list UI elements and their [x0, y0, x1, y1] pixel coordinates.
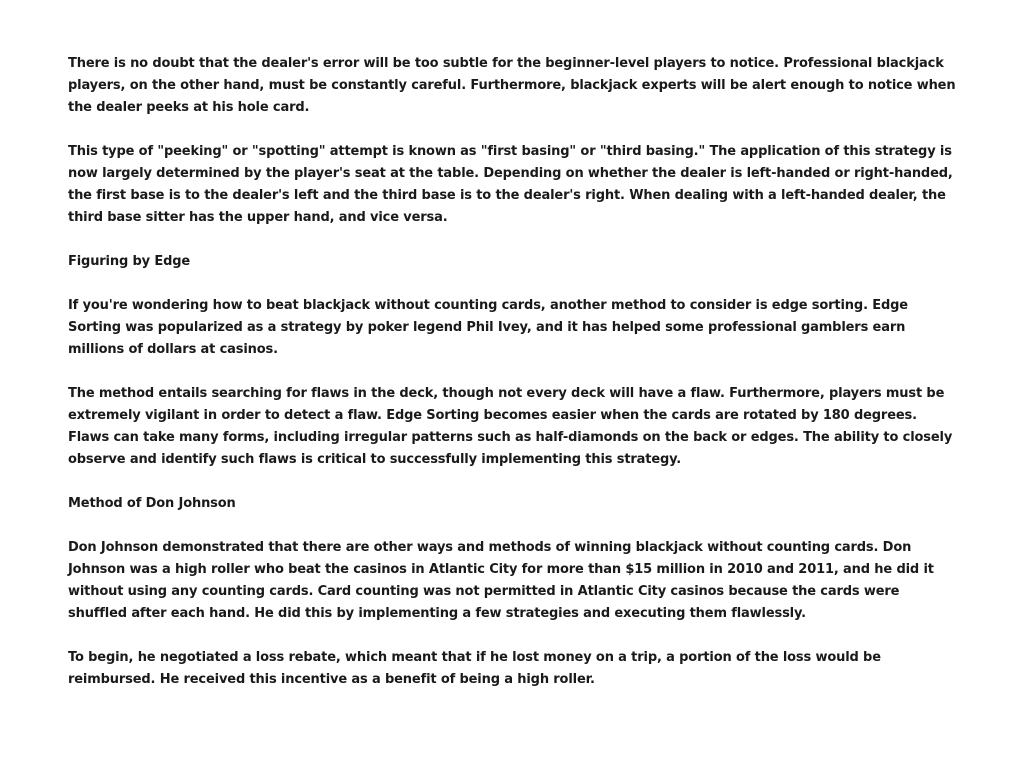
section-heading-figuring-by-edge: Figuring by Edge — [68, 254, 191, 269]
paragraph-edge-sorting-intro: If you're wondering how to beat blackjack without counting cards, another method to consider is edge sorting. Edge Sorting was popularized as a strategy by poker legend Phil Ivey, and it has helped some professional gamblers earn millions of dollars at casinos. — [68, 298, 908, 357]
paragraph-first-third-basing: This type of "peeking" or "spotting" attempt is known as "first basing" or "third basing." The application of this strategy is now largely determined by the player's seat at the table. Depending on whether the dealer is left-handed or right-handed, the first base is to the dealer's left and the third base is to the dealer's right. When dealing with a left-handed dealer, the third base sitter has the upper hand, and vice versa. — [68, 144, 953, 225]
paragraph-edge-sorting-method: The method entails searching for flaws in the deck, though not every deck will have a flaw. Furthermore, players must be extremely vigilant in order to detect a flaw. Edge Sorting becomes easier when the cards are rotated by 180 degrees. Flaws can take many forms, including irregular patterns such as half-diamonds on the back or edges. The ability to closely observe and identify such flaws is critical to successfully implementing this strategy. — [68, 386, 953, 467]
paragraph-dealer-error: There is no doubt that the dealer's error will be too subtle for the beginner-level players to notice. Professional blackjack players, on the other hand, must be constantly careful. Furthermore, blackjack experts will be alert enough to notice when the dealer peeks at his hole card. — [68, 56, 956, 115]
article-body — [68, 53, 956, 713]
section-heading-don-johnson: Method of Don Johnson — [68, 496, 236, 511]
paragraph-don-johnson-intro: Don Johnson demonstrated that there are other ways and methods of winning blackjack without counting cards. Don Johnson was a high roller who beat the casinos in Atlantic City for more than $15 million in 2010 and 2011, and he did it without using any counting cards. Card counting was not permitted in Atlantic City casinos because the cards were shuffled after each hand. He did this by implementing a few strategies and executing them flawlessly. — [68, 540, 934, 621]
paragraph-loss-rebate: To begin, he negotiated a loss rebate, which meant that if he lost money on a trip, a portion of the loss would be reimbursed. He received this incentive as a benefit of being a high roller. — [68, 650, 881, 687]
